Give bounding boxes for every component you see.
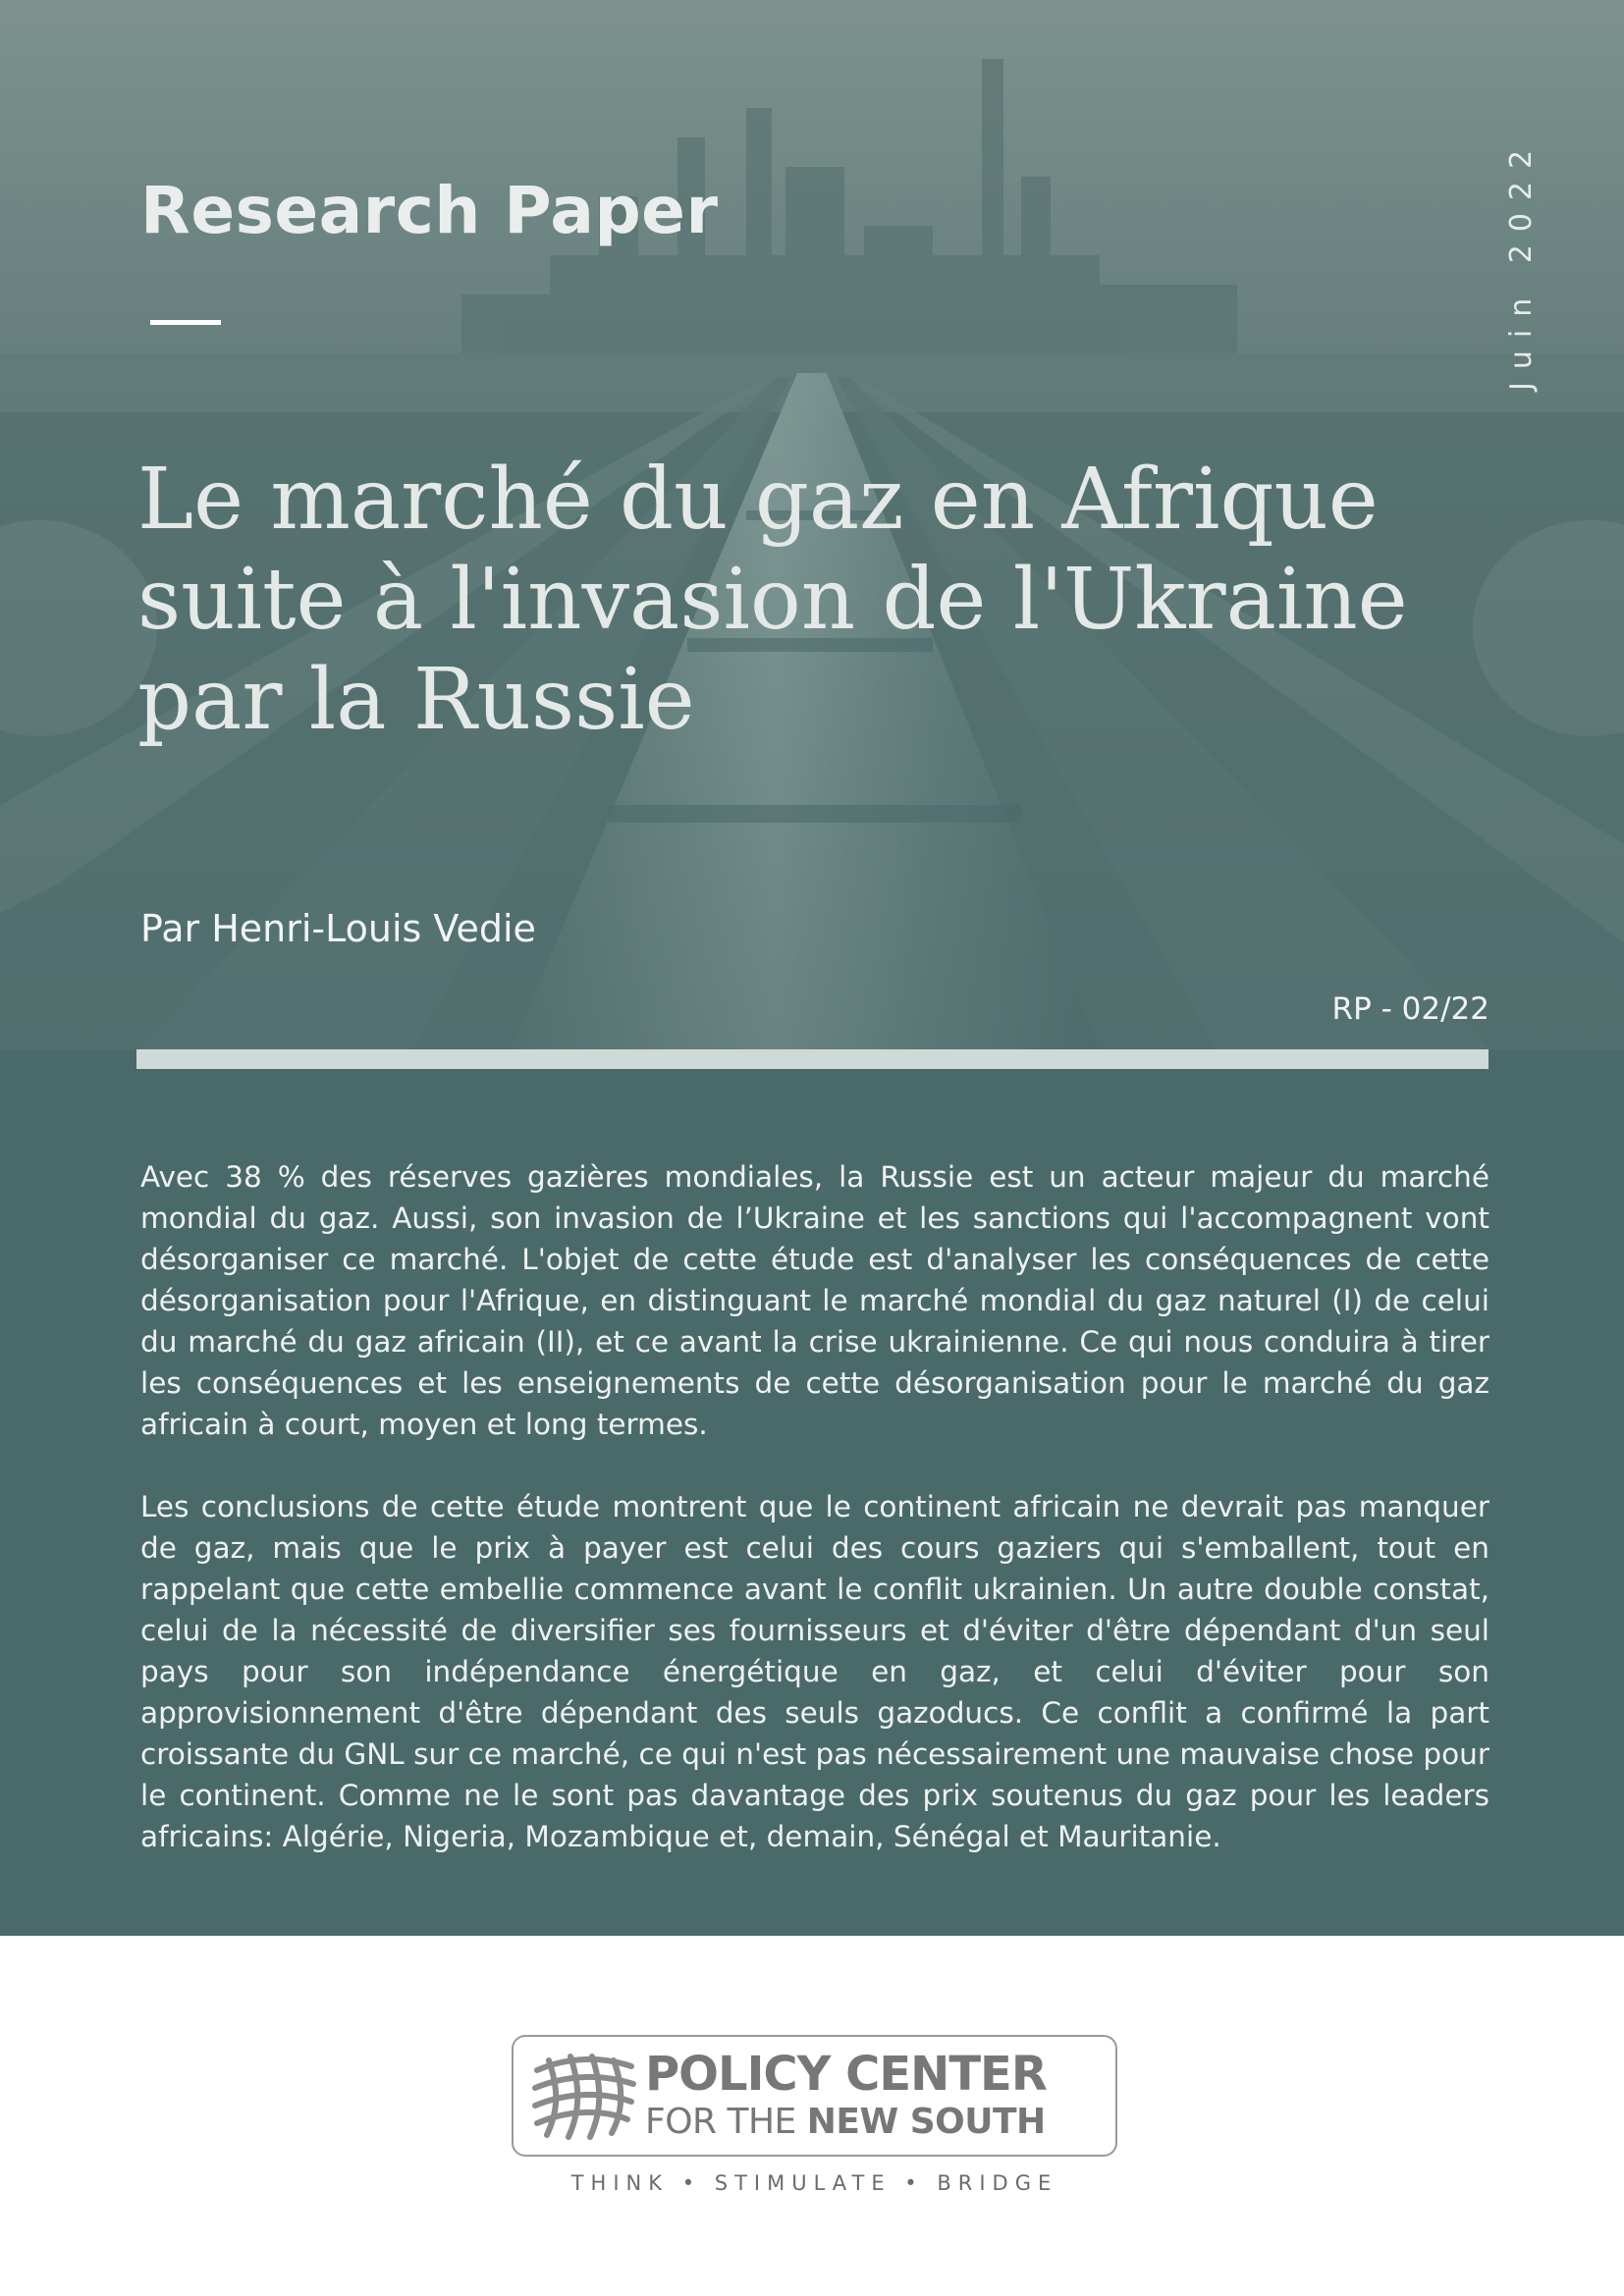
publication-date: Juin 2022 [1504,136,1539,391]
title-line-2: suite à l'invasion de l'Ukraine [137,551,1408,649]
organization-logo [512,2035,1117,2157]
globe-grid-icon [529,2051,637,2141]
title-line-3: par la Russie [137,651,695,749]
report-reference: RP - 02/22 [1331,991,1489,1027]
logo-wordmark-regular: FOR THE [645,2102,796,2142]
author-line: Par Henri-Louis Vedie [140,907,536,950]
organization-tagline: THINK • STIMULATE • BRIDGE [570,2171,1058,2195]
title-line-1: Le marché du gaz en Afrique [137,451,1379,549]
kicker-divider [150,320,221,325]
section-rule [136,1049,1489,1069]
document-type-label: Research Paper [140,173,719,248]
logo-wordmark-bold: NEW SOUTH [806,2102,1046,2142]
abstract-paragraph: Avec 38 % des réserves gazières mondiales, la Russie est un acteur majeur du marché mondial du gaz. Aussi, son invasion de l’Ukraine et les sanctions qui l'accompagnent vont désorganiser ce marché. L'objet de cette étude est d'analyser les conséquences de cette désorganisation pour l'Afrique, en distinguant le marché mondial du gaz naturel (I) de celui du marché du gaz africain (II), et ce avant la crise ukrainienne. Ce qui nous conduira à tirer les conséquences et les enseignements de cette désorganisation pour le marché du gaz africain à court, moyen et long termes. [140,1160,1489,1441]
abstract-paragraph: Les conclusions de cette étude montrent que le continent africain ne devrait pas manquer de gaz, mais que le prix à payer est celui des cours gaziers qui s'emballent, tout en rappelant que cette embellie commence avant le conflit ukrainien. Un autre double constat, celui de la nécessité de diversifier ses fournisseurs et d'éviter d'être dépendant d'un seul pays pour son indépendance énergétique en gaz, et celui d'éviter pour son approvisionnement d'être dépendant des seuls gazoducs. Ce conflit a confirmé la part croissante du GNL sur ce marché, ce qui n'est pas nécessairement une mauvaise chose pour le continent. Comme ne le sont pas davantage des prix soutenus du gaz pour les leaders africains: Algérie, Nigeria, Mozambique et, demain, Sénégal et Mauritanie. [140,1490,1489,1853]
document-title [137,450,1414,750]
abstract-text [140,1156,1489,1898]
logo-wordmark-line-2 [645,2102,1046,2142]
logo-wordmark-line-1: POLICY CENTER [645,2047,1047,2102]
